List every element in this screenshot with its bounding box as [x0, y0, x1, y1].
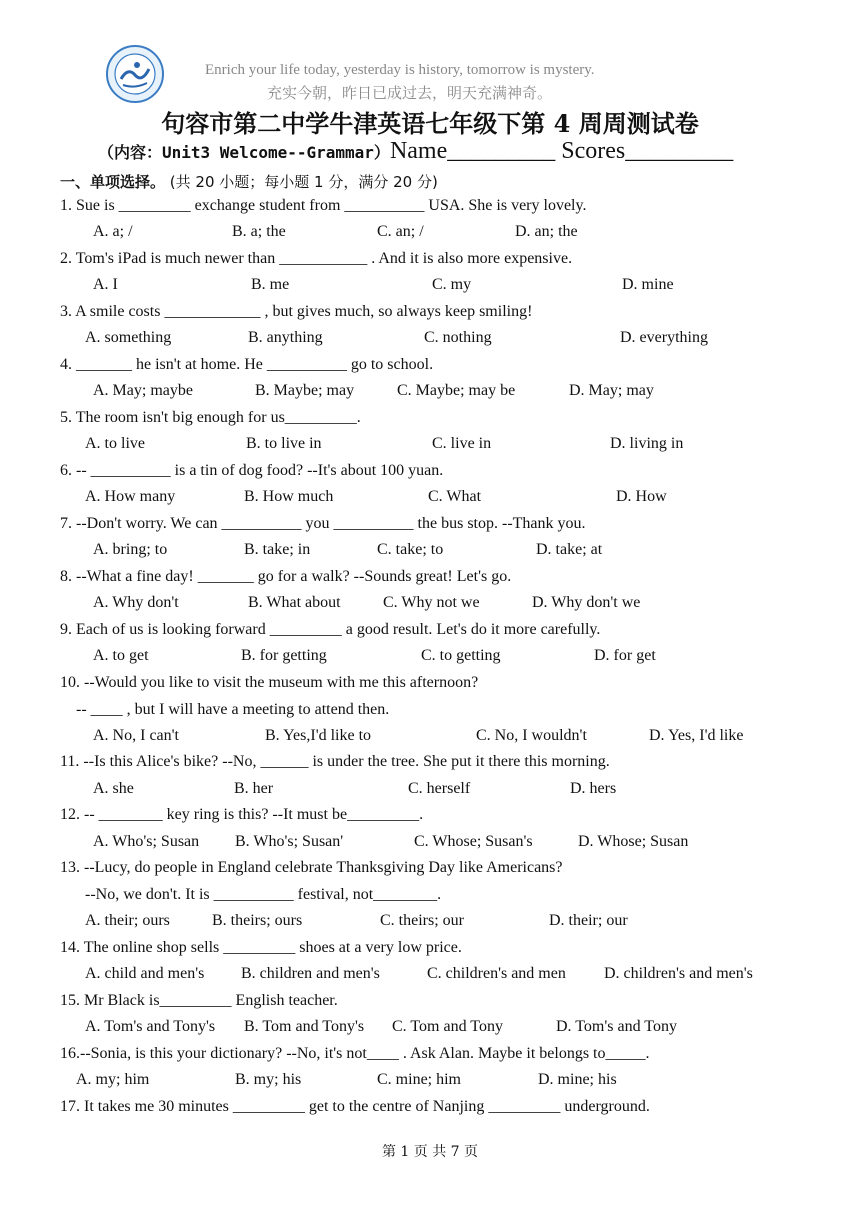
question-stem: 11. --Is this Alice's bike? --No, ______ is under the tree. She put it there this morning.: [60, 753, 610, 770]
page-footer: 第 1 页 共 7 页: [381, 1144, 479, 1160]
question-stem-continued: -- ____ , but I will have a meeting to attend then.: [76, 701, 390, 718]
answer-option: A. bring; to: [93, 541, 168, 558]
answer-option: B. my; his: [235, 1071, 302, 1088]
answer-option: D. May; may: [569, 382, 654, 399]
question-stem: 10. --Would you like to visit the museum with me this afternoon?: [60, 674, 479, 691]
answer-option: D. living in: [610, 435, 684, 452]
question-stem: 16.--Sonia, is this your dictionary? --No, it's not____ . Ask Alan. Maybe it belongs to_____.: [60, 1045, 650, 1062]
answer-option: C. Maybe; may be: [397, 382, 516, 399]
answer-option: B. What about: [248, 594, 341, 611]
answer-option: B. to live in: [246, 435, 322, 452]
answer-option: D. children's and men's: [604, 965, 753, 982]
answer-option: D. their; our: [549, 912, 628, 929]
answer-option: C. What: [428, 488, 482, 505]
answer-option: B. her: [234, 780, 274, 797]
answer-option: C. No, I wouldn't: [476, 727, 587, 744]
school-logo: [106, 45, 164, 103]
answer-option: A. Tom's and Tony's: [85, 1018, 216, 1035]
answer-option: C. herself: [408, 780, 471, 797]
answer-option: C. theirs; our: [380, 912, 464, 929]
answer-option: A. Why don't: [93, 594, 179, 611]
answer-option: C. mine; him: [377, 1071, 461, 1088]
section-title: 一、单项选择。: [60, 173, 166, 191]
question-stem: 17. It takes me 30 minutes _________ get to the centre of Nanjing _________ underground.: [60, 1098, 650, 1115]
answer-option: C. live in: [432, 435, 492, 452]
answer-option: A. a; /: [93, 223, 133, 240]
answer-option: B. me: [251, 276, 290, 293]
answer-option: B. children and men's: [241, 965, 380, 982]
answer-option: A. my; him: [76, 1071, 150, 1088]
question-stem: 4. _______ he isn't at home. He __________ go to school.: [60, 356, 434, 373]
answer-option: C. an; /: [377, 223, 424, 240]
answer-option: B. Yes,I'd like to: [265, 727, 372, 744]
question-stem: 9. Each of us is looking forward _________ a good result. Let's do it more carefully.: [60, 621, 601, 638]
answer-option: A. something: [85, 329, 172, 346]
question-stem: 13. --Lucy, do people in England celebrate Thanksgiving Day like Americans?: [60, 859, 563, 876]
answer-option: B. Who's; Susan': [235, 833, 344, 850]
answer-option: C. take; to: [377, 541, 444, 558]
answer-option: B. Tom and Tony's: [244, 1018, 365, 1035]
question-stem: 14. The online shop sells _________ shoes at a very low price.: [60, 939, 462, 956]
answer-option: B. anything: [248, 329, 323, 346]
content-scope: （内容：Unit3 Welcome--Grammar）: [98, 143, 390, 162]
answer-option: C. Whose; Susan's: [414, 833, 533, 850]
answer-option: A. I: [93, 276, 118, 293]
motto-english: Enrich your life today, yesterday is history, tomorrow is mystery.: [205, 62, 595, 78]
question-stem: 15. Mr Black is_________ English teacher.: [60, 992, 338, 1009]
page-title: 句容市第二中学牛津英语七年级下第 4 周周测试卷: [161, 109, 699, 138]
answer-option: B. How much: [244, 488, 334, 505]
answer-option: C. Tom and Tony: [392, 1018, 503, 1035]
answer-option: C. Why not we: [383, 594, 480, 611]
answer-option: A. she: [93, 780, 134, 797]
answer-option: D. Why don't we: [532, 594, 641, 611]
section-heading: [60, 171, 438, 192]
question-stem: 12. -- ________ key ring is this? --It must be_________.: [60, 806, 424, 823]
question-stem: 8. --What a fine day! _______ go for a walk? --Sounds great! Let's go.: [60, 568, 512, 585]
answer-option: A. their; ours: [85, 912, 170, 929]
answer-option: D. Tom's and Tony: [556, 1018, 677, 1035]
subtitle: [98, 138, 733, 165]
answer-option: A. to live: [85, 435, 145, 452]
question-stem: 7. --Don't worry. We can __________ you __________ the bus stop. --Thank you.: [60, 515, 586, 532]
answer-option: D. take; at: [536, 541, 603, 558]
answer-option: A. child and men's: [85, 965, 205, 982]
answer-option: A. May; maybe: [93, 382, 193, 399]
answer-option: A. How many: [85, 488, 176, 505]
answer-option: A. to get: [93, 647, 149, 664]
question-stem: 2. Tom's iPad is much newer than ___________ . And it is also more expensive.: [60, 250, 573, 267]
answer-option: D. for get: [594, 647, 656, 664]
answer-option: B. theirs; ours: [212, 912, 303, 929]
answer-option: D. How: [616, 488, 667, 505]
answer-option: B. Maybe; may: [255, 382, 355, 399]
answer-option: B. take; in: [244, 541, 311, 558]
question-stem: 3. A smile costs ____________ , but gives much, so always keep smiling!: [60, 303, 533, 320]
answer-option: C. nothing: [424, 329, 492, 346]
answer-option: B. for getting: [241, 647, 327, 664]
question-stem-continued: --No, we don't. It is __________ festival, not________.: [85, 886, 442, 903]
question-stem: 1. Sue is _________ exchange student from __________ USA. She is very lovely.: [60, 197, 587, 214]
question-stem: 6. -- __________ is a tin of dog food? --It's about 100 yuan.: [60, 462, 444, 479]
answer-option: D. mine: [622, 276, 674, 293]
name-score-field: Name_________ Scores_________: [389, 138, 734, 164]
answer-option: D. Whose; Susan: [578, 833, 689, 850]
answer-option: D. Yes, I'd like: [649, 727, 744, 744]
section-note: (共 20 小题；每小题 1 分，满分 20 分): [169, 173, 438, 191]
answer-option: C. to getting: [421, 647, 501, 664]
question-stem: 5. The room isn't big enough for us_________.: [60, 409, 361, 426]
answer-option: C. children's and men: [427, 965, 566, 982]
answer-option: A. No, I can't: [93, 727, 179, 744]
answer-option: D. everything: [620, 329, 708, 346]
motto-chinese: 充实今朝，昨日已成过去，明天充满神奇。: [267, 84, 553, 102]
answer-option: D. hers: [570, 780, 617, 797]
answer-option: C. my: [432, 276, 472, 293]
answer-option: B. a; the: [232, 223, 286, 240]
answer-option: D. mine; his: [538, 1071, 617, 1088]
answer-option: D. an; the: [515, 223, 578, 240]
answer-option: A. Who's; Susan: [93, 833, 200, 850]
